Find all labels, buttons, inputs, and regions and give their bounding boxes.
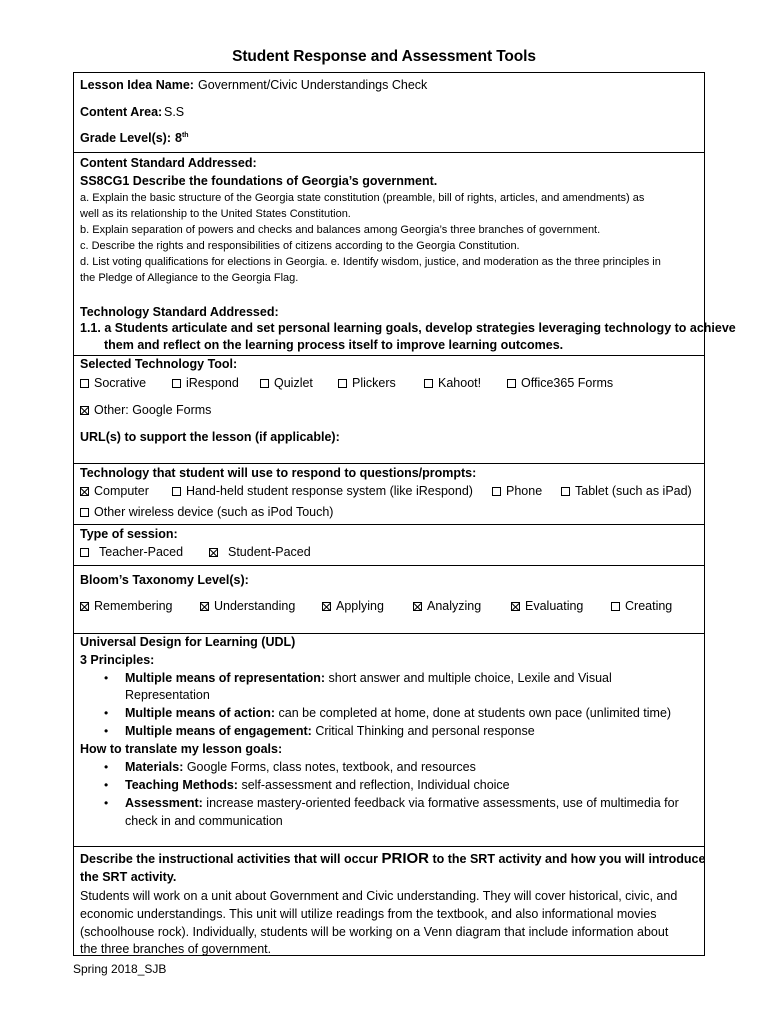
udl-principle-item: Multiple means of action: can be completed at home, done at students own pace (unlimited time) — [125, 706, 672, 720]
bullet-icon: • — [104, 778, 109, 792]
device-option-phone[interactable]: Phone — [492, 483, 542, 499]
assessment-form — [73, 72, 736, 956]
content-standard-label: Content Standard Addressed: — [80, 156, 257, 170]
bloom-option-analyzing[interactable]: Analyzing — [413, 598, 481, 614]
bloom-option-creating[interactable]: Creating — [611, 598, 672, 614]
document-title: Student Response and Assessment Tools — [232, 48, 536, 65]
udl-principle-item: Multiple means of representation: short answer and multiple choice, Lexile and Visual — [125, 671, 612, 685]
standard-line: well as its relationship to the United States Constitution. — [80, 208, 351, 220]
prior-activities-answer: economic understandings. This unit will utilize readings from the textbook, and also informational movies — [80, 907, 657, 921]
checked-checkbox-icon[interactable] — [511, 602, 520, 611]
bullet-icon: • — [104, 760, 109, 774]
udl-principles-label: 3 Principles: — [80, 653, 155, 667]
tool-option-quizlet[interactable]: Quizlet — [260, 375, 313, 391]
standard-line: the Pledge of Allegiance to the Georgia Flag. — [80, 272, 299, 284]
device-option-computer[interactable]: Computer — [80, 483, 149, 499]
standard-code: SS8CG1 Describe the foundations of Georgia’s government. — [80, 174, 438, 188]
tool-option-irespond[interactable]: iRespond — [172, 375, 239, 391]
prior-activities-question-continued: the SRT activity. — [80, 870, 177, 884]
lesson-goal-item-continued: check in and communication — [125, 814, 283, 828]
technology-standard-label: Technology Standard Addressed: — [80, 305, 279, 319]
standard-line: d. List voting qualifications for elections in Georgia. e. Identify wisdom, justice, and moderation as the three principles in — [80, 256, 661, 268]
checked-checkbox-icon[interactable] — [209, 548, 218, 557]
device-option-handheld[interactable]: Hand-held student response system (like iRespond) — [172, 483, 473, 499]
bullet-icon: • — [104, 706, 109, 720]
grade-level-value: 8th — [175, 131, 189, 145]
device-option-other-wireless[interactable]: Other wireless device (such as iPod Touch) — [80, 504, 333, 520]
checkbox-icon[interactable] — [80, 508, 89, 517]
content-area-value: S.S — [164, 105, 185, 119]
checkbox-icon[interactable] — [492, 487, 501, 496]
tool-option-plickers[interactable]: Plickers — [338, 375, 396, 391]
bullet-icon: • — [104, 671, 109, 685]
checkbox-icon[interactable] — [611, 602, 620, 611]
bloom-option-applying[interactable]: Applying — [322, 598, 384, 614]
checkbox-icon[interactable] — [80, 379, 89, 388]
lesson-goal-item: Teaching Methods: self-assessment and reflection, Individual choice — [125, 778, 510, 792]
checkbox-icon[interactable] — [424, 379, 433, 388]
checkbox-icon[interactable] — [172, 379, 181, 388]
checked-checkbox-icon[interactable] — [322, 602, 331, 611]
bullet-icon: • — [104, 796, 109, 810]
standard-line: b. Explain separation of powers and checks and balances among Georgia’s three branches of government. — [80, 224, 601, 236]
url-label: URL(s) to support the lesson (if applicable): — [80, 430, 340, 444]
session-option-student-paced[interactable]: Student-Paced — [209, 544, 311, 560]
divider — [74, 846, 704, 847]
udl-principle-item: Multiple means of engagement: Critical Thinking and personal response — [125, 724, 535, 738]
udl-principle-item-continued: Representation — [125, 688, 210, 702]
bloom-option-evaluating[interactable]: Evaluating — [511, 598, 583, 614]
checkbox-icon[interactable] — [507, 379, 516, 388]
checkbox-icon[interactable] — [260, 379, 269, 388]
tech-tool-label: Selected Technology Tool: — [80, 357, 238, 371]
tool-option-kahoot[interactable]: Kahoot! — [424, 375, 481, 391]
checked-checkbox-icon[interactable] — [80, 602, 89, 611]
prior-activities-question: Describe the instructional activities that will occur PRIOR to the SRT activity and how you will introduce — [80, 850, 706, 867]
bloom-option-understanding[interactable]: Understanding — [200, 598, 295, 614]
blooms-label: Bloom’s Taxonomy Level(s): — [80, 573, 249, 587]
checked-checkbox-icon[interactable] — [80, 487, 89, 496]
tool-option-office365-forms[interactable]: Office365 Forms — [507, 375, 613, 391]
respond-device-label: Technology that student will use to respond to questions/prompts: — [80, 466, 477, 480]
content-area-label: Content Area: — [80, 105, 163, 119]
prior-activities-answer: the three branches of government. — [80, 942, 272, 956]
grade-level-label: Grade Level(s): — [80, 131, 172, 145]
technology-standard-line: them and reflect on the learning process itself to improve learning outcomes. — [104, 338, 564, 352]
technology-standard-line: 1.1. a Students articulate and set personal learning goals, develop strategies leveraging technology to achieve — [80, 321, 736, 335]
tool-option-socrative[interactable]: Socrative — [80, 375, 146, 391]
divider — [74, 524, 704, 525]
lesson-goal-item: Materials: Google Forms, class notes, textbook, and resources — [125, 760, 476, 774]
standard-line: c. Describe the rights and responsibilities of citizens according to the Georgia Constitution. — [80, 240, 520, 252]
lesson-goal-item: Assessment: increase mastery-oriented feedback via formative assessments, use of multimedia for — [125, 796, 679, 810]
divider — [74, 565, 704, 566]
bullet-icon: • — [104, 724, 109, 738]
checked-checkbox-icon[interactable] — [413, 602, 422, 611]
checkbox-icon[interactable] — [80, 548, 89, 557]
divider — [74, 152, 704, 153]
page-footer: Spring 2018_SJB — [73, 962, 167, 976]
lesson-idea-label: Lesson Idea Name: — [80, 78, 194, 92]
prior-activities-answer: (schoolhouse rock). Individually, students will be working on a Venn diagram that include information about — [80, 925, 669, 939]
lesson-idea-value: Government/Civic Understandings Check — [198, 78, 428, 92]
checked-checkbox-icon[interactable] — [80, 406, 89, 415]
checkbox-icon[interactable] — [172, 487, 181, 496]
checked-checkbox-icon[interactable] — [200, 602, 209, 611]
checkbox-icon[interactable] — [561, 487, 570, 496]
prior-activities-answer: Students will work on a unit about Government and Civic understanding. They will cover historical, civic, and — [80, 889, 678, 903]
translate-goals-label: How to translate my lesson goals: — [80, 742, 283, 756]
standard-line: a. Explain the basic structure of the Georgia state constitution (preamble, bill of rights, articles, and amendments) as — [80, 192, 645, 204]
session-option-teacher-paced[interactable]: Teacher-Paced — [80, 544, 183, 560]
tool-option-other[interactable]: Other: Google Forms — [80, 402, 211, 418]
checkbox-icon[interactable] — [338, 379, 347, 388]
device-option-tablet[interactable]: Tablet (such as iPad) — [561, 483, 692, 499]
udl-label: Universal Design for Learning (UDL) — [80, 635, 296, 649]
divider — [74, 463, 704, 464]
session-type-label: Type of session: — [80, 527, 178, 541]
bloom-option-remembering[interactable]: Remembering — [80, 598, 173, 614]
